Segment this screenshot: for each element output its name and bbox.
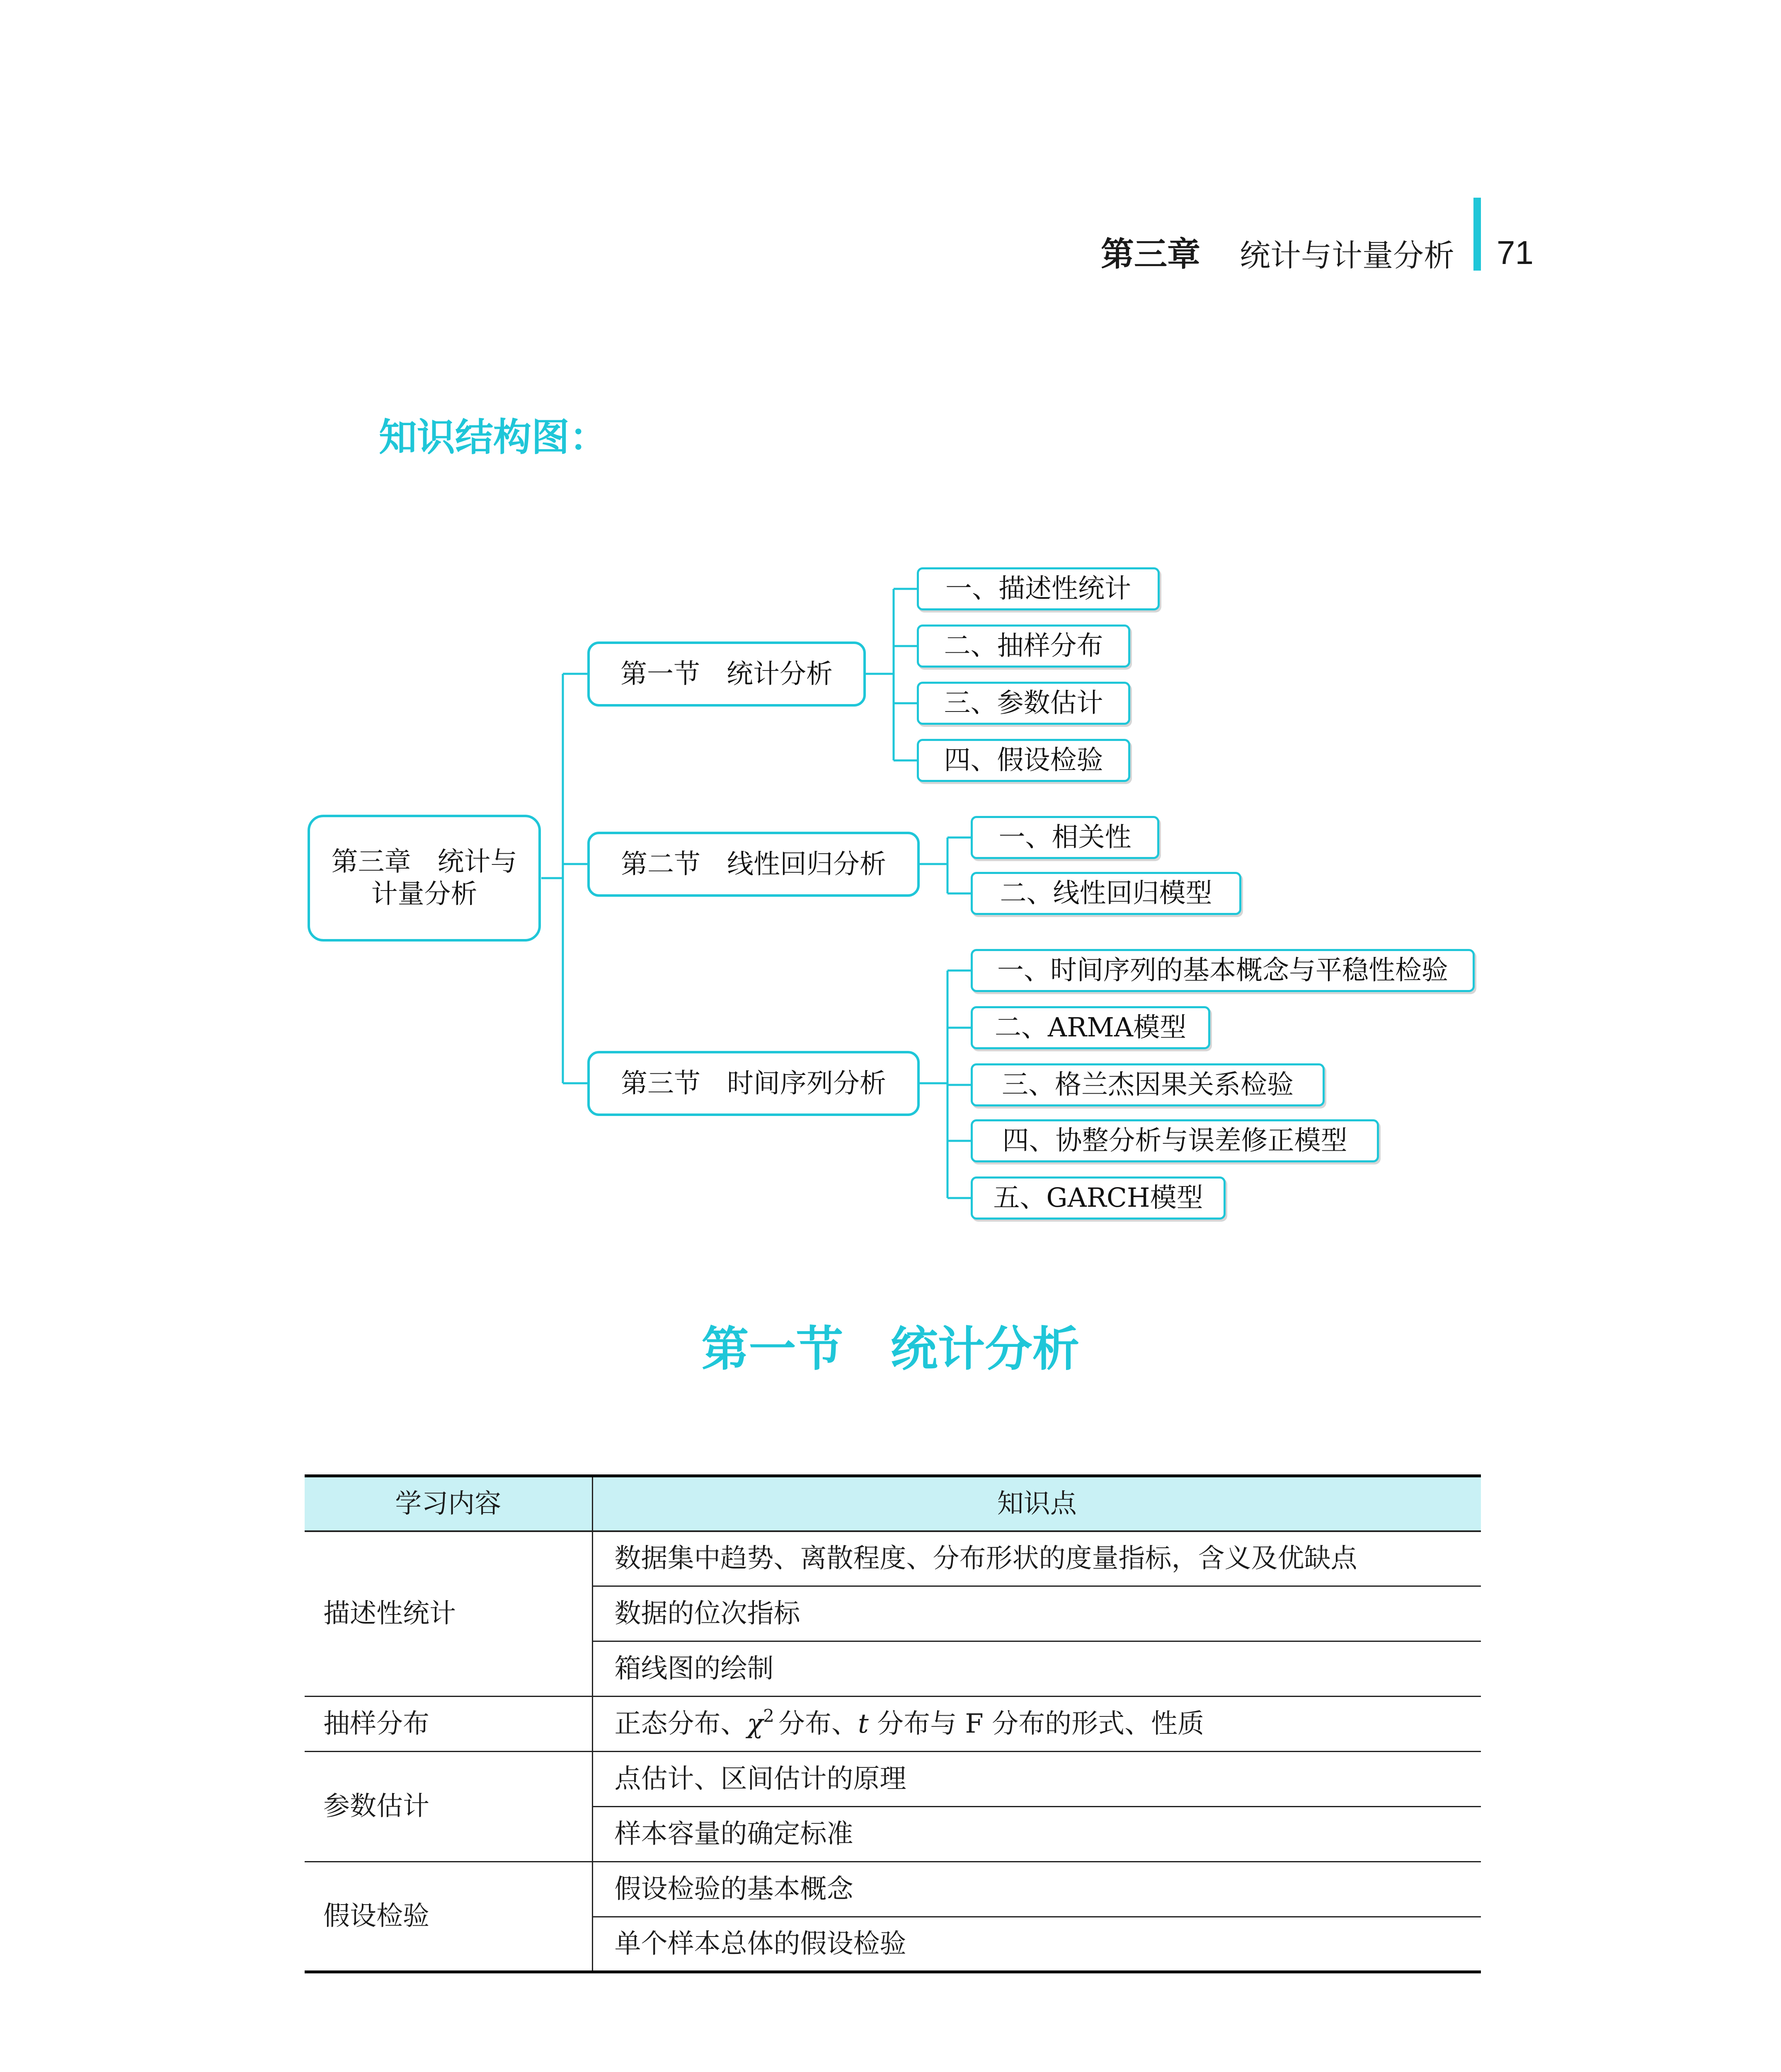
chapter-title: 统计与计量分析 xyxy=(1240,238,1454,274)
table-row xyxy=(305,1531,1481,1586)
chi-symbol: χ xyxy=(747,1708,763,1739)
header-cell-learning-content: 学习内容 xyxy=(305,1476,592,1531)
topic-cell: 描述性统计 xyxy=(305,1531,592,1697)
topic-cell: 参数估计 xyxy=(305,1752,592,1862)
point-cell: 箱线图的绘制 xyxy=(592,1641,1481,1697)
point-cell: 单个样本总体的假设检验 xyxy=(592,1917,1481,1972)
point-text: 分布与 F 分布的形式、性质 xyxy=(868,1708,1204,1739)
point-cell xyxy=(592,1697,1481,1752)
table-row xyxy=(305,1752,1481,1807)
point-cell: 样本容量的确定标准 xyxy=(592,1807,1481,1862)
point-cell: 假设检验的基本概念 xyxy=(592,1862,1481,1917)
section-title: 第一节 统计分析 xyxy=(701,1322,1080,1377)
topic-cell: 假设检验 xyxy=(305,1862,592,1972)
topic-node: 二、抽样分布 xyxy=(917,625,1130,668)
section-node-3: 第三节 时间序列分析 xyxy=(587,1051,920,1116)
root-node-line: 计量分析 xyxy=(371,879,477,910)
table-header-row xyxy=(305,1476,1481,1531)
point-text: 分布、 xyxy=(778,1708,858,1739)
topic-cell: 抽样分布 xyxy=(305,1697,592,1752)
header-cell-knowledge-points: 知识点 xyxy=(592,1476,1481,1531)
superscript-two: 2 xyxy=(763,1705,775,1726)
point-cell: 数据的位次指标 xyxy=(592,1586,1481,1641)
point-text: 正态分布、 xyxy=(614,1708,747,1739)
topic-node: 二、ARMA模型 xyxy=(971,1006,1210,1049)
point-cell: 点估计、区间估计的原理 xyxy=(592,1752,1481,1807)
topic-node: 五、GARCH模型 xyxy=(971,1176,1226,1220)
section-node-1: 第一节 统计分析 xyxy=(587,641,866,707)
root-node xyxy=(308,815,541,942)
section-node-2: 第二节 线性回归分析 xyxy=(587,832,920,897)
topic-node: 四、假设检验 xyxy=(917,739,1130,782)
page-number: 71 xyxy=(1497,234,1534,271)
t-symbol: t xyxy=(858,1708,869,1739)
diagram-heading: 知识结构图： xyxy=(379,415,608,460)
root-node-line: 第三章 统计与 xyxy=(331,847,517,877)
topic-node: 一、时间序列的基本概念与平稳性检验 xyxy=(971,949,1475,992)
table-row xyxy=(305,1697,1481,1752)
topic-node: 四、协整分析与误差修正模型 xyxy=(971,1119,1379,1162)
knowledge-table xyxy=(305,1474,1481,1973)
topic-node: 三、参数估计 xyxy=(917,682,1130,725)
topic-node: 二、线性回归模型 xyxy=(971,872,1241,915)
point-cell: 数据集中趋势、离散程度、分布形状的度量指标，含义及优缺点 xyxy=(592,1531,1481,1586)
table-row xyxy=(305,1862,1481,1917)
topic-node: 一、相关性 xyxy=(971,816,1159,859)
topic-node: 三、格兰杰因果关系检验 xyxy=(971,1063,1325,1106)
chapter-label: 第三章 xyxy=(1101,235,1200,274)
topic-node: 一、描述性统计 xyxy=(917,567,1160,610)
